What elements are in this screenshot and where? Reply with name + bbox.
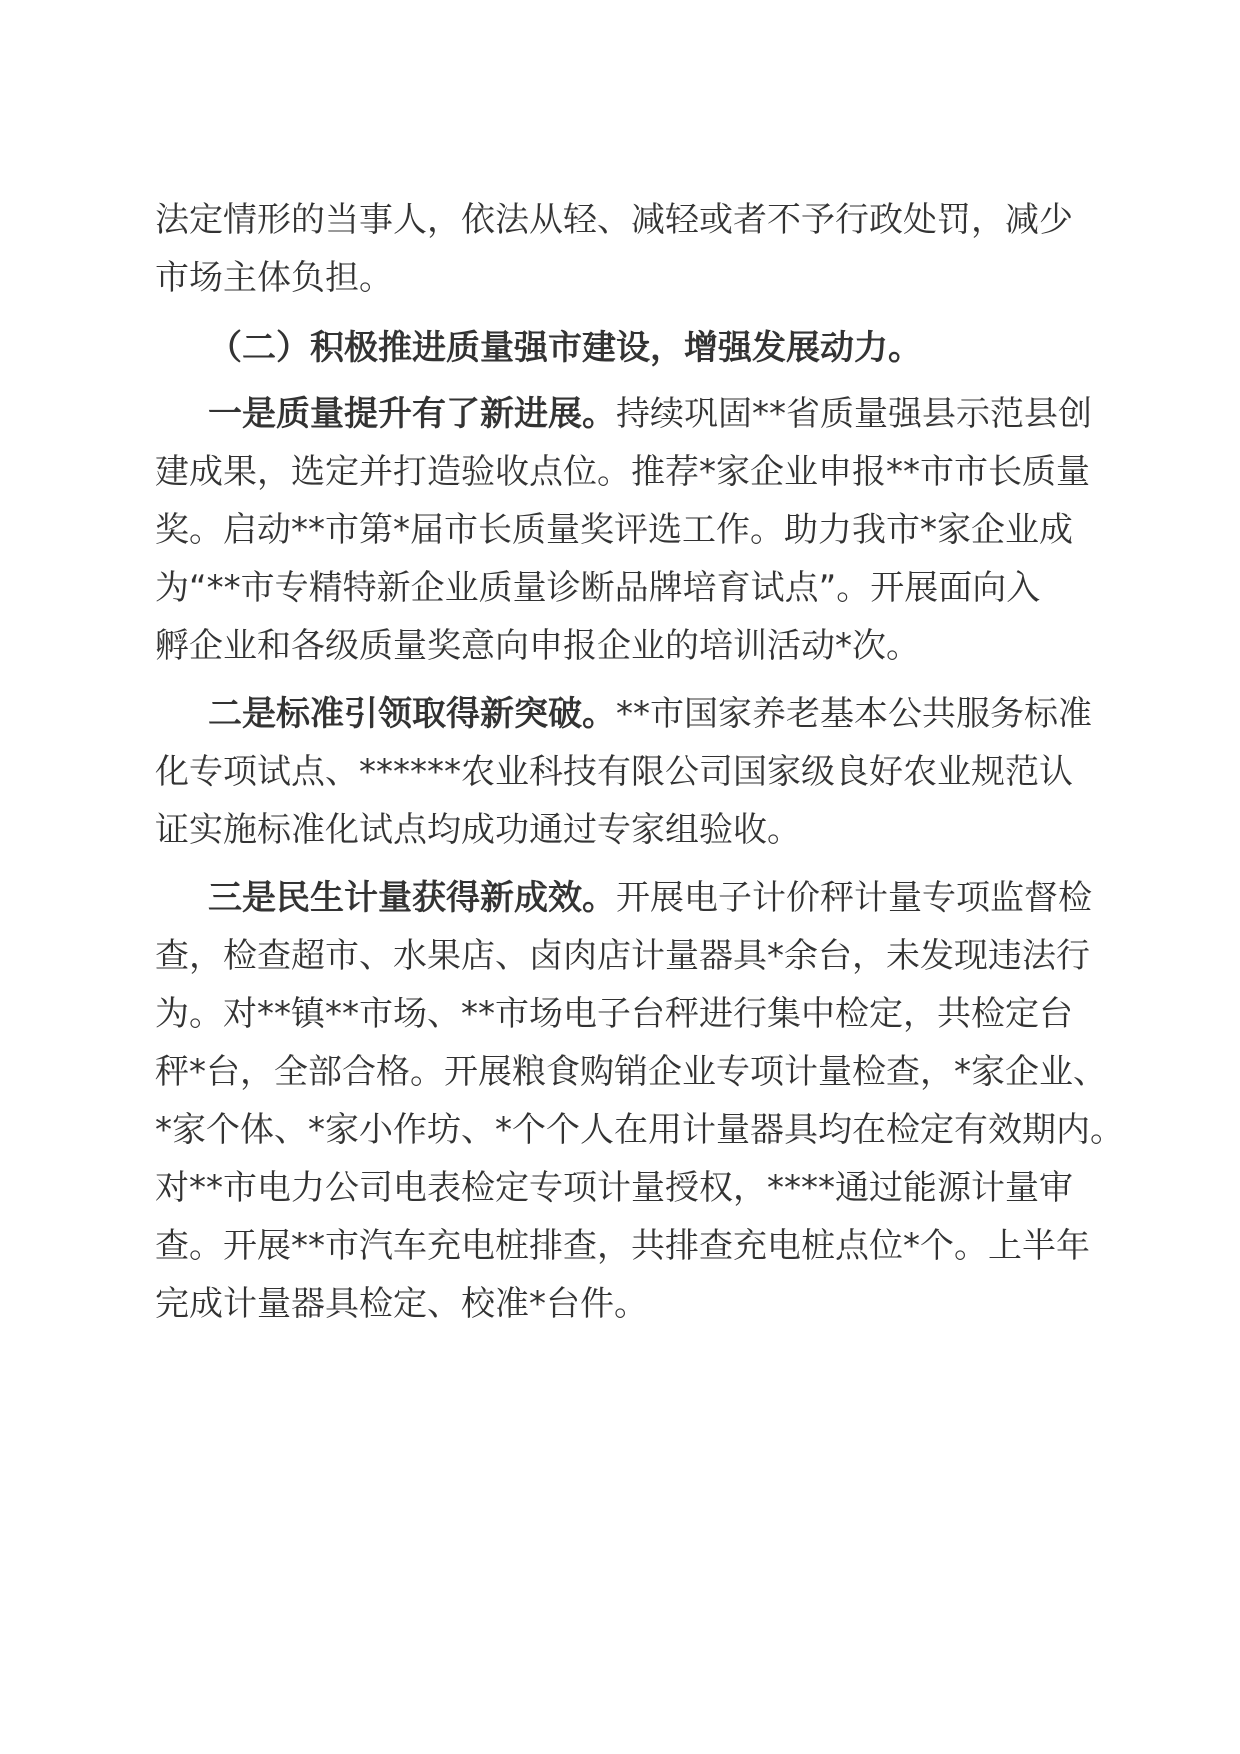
paragraph-2-first-line	[208, 694, 1092, 734]
paragraph-3-line: 完成计量器具检定、校准*台件。	[155, 1284, 648, 1324]
paragraph-3-line: 查。开展**市汽车充电桩排查，共排查充电桩点位*个。上半年	[155, 1226, 1090, 1266]
paragraph-3-lead: 三是民生计量获得新成效。	[208, 878, 616, 918]
paragraph-3-line: 秤*台，全部合格。开展粮食购销企业专项计量检查，*家企业、	[155, 1052, 1107, 1092]
paragraph-1-first-text: 持续巩固**省质量强县示范县创	[616, 394, 1092, 434]
paragraph-3-line: 为。对**镇**市场、**市场电子台秤进行集中检定，共检定台	[155, 994, 1073, 1034]
paragraph-3-line: *家个体、*家小作坊、*个个人在用计量器具均在检定有效期内。	[155, 1110, 1124, 1150]
paragraph-3-first-text: 开展电子计价秤计量专项监督检	[616, 878, 1092, 918]
paragraph-1-lead: 一是质量提升有了新进展。	[208, 394, 616, 434]
continuation-line-2: 市场主体负担。	[155, 258, 393, 298]
continuation-line-1: 法定情形的当事人，依法从轻、减轻或者不予行政处罚，减少	[155, 200, 1073, 240]
paragraph-1-line: 孵企业和各级质量奖意向申报企业的培训活动*次。	[155, 626, 920, 666]
paragraph-1-line: 建成果，选定并打造验收点位。推荐*家企业申报**市市长质量	[155, 452, 1090, 492]
paragraph-2-line: 化专项试点、******农业科技有限公司国家级良好农业规范认	[155, 752, 1073, 792]
section-heading: （二）积极推进质量强市建设，增强发展动力。	[208, 328, 922, 368]
paragraph-2-first-text: **市国家养老基本公共服务标准	[616, 694, 1092, 734]
paragraph-2-line: 证实施标准化试点均成功通过专家组验收。	[155, 810, 801, 850]
paragraph-1-first-line	[208, 394, 1092, 434]
paragraph-3-line: 对**市电力公司电表检定专项计量授权，****通过能源计量审	[155, 1168, 1073, 1208]
paragraph-3-line: 查，检查超市、水果店、卤肉店计量器具*余台，未发现违法行	[155, 936, 1090, 976]
paragraph-2-lead: 二是标准引领取得新突破。	[208, 694, 616, 734]
paragraph-3-first-line	[208, 878, 1092, 918]
paragraph-1-line: 为“**市专精特新企业质量诊断品牌培育试点”。开展面向入	[155, 568, 1041, 608]
paragraph-1-line: 奖。启动**市第*届市长质量奖评选工作。助力我市*家企业成	[155, 510, 1073, 550]
